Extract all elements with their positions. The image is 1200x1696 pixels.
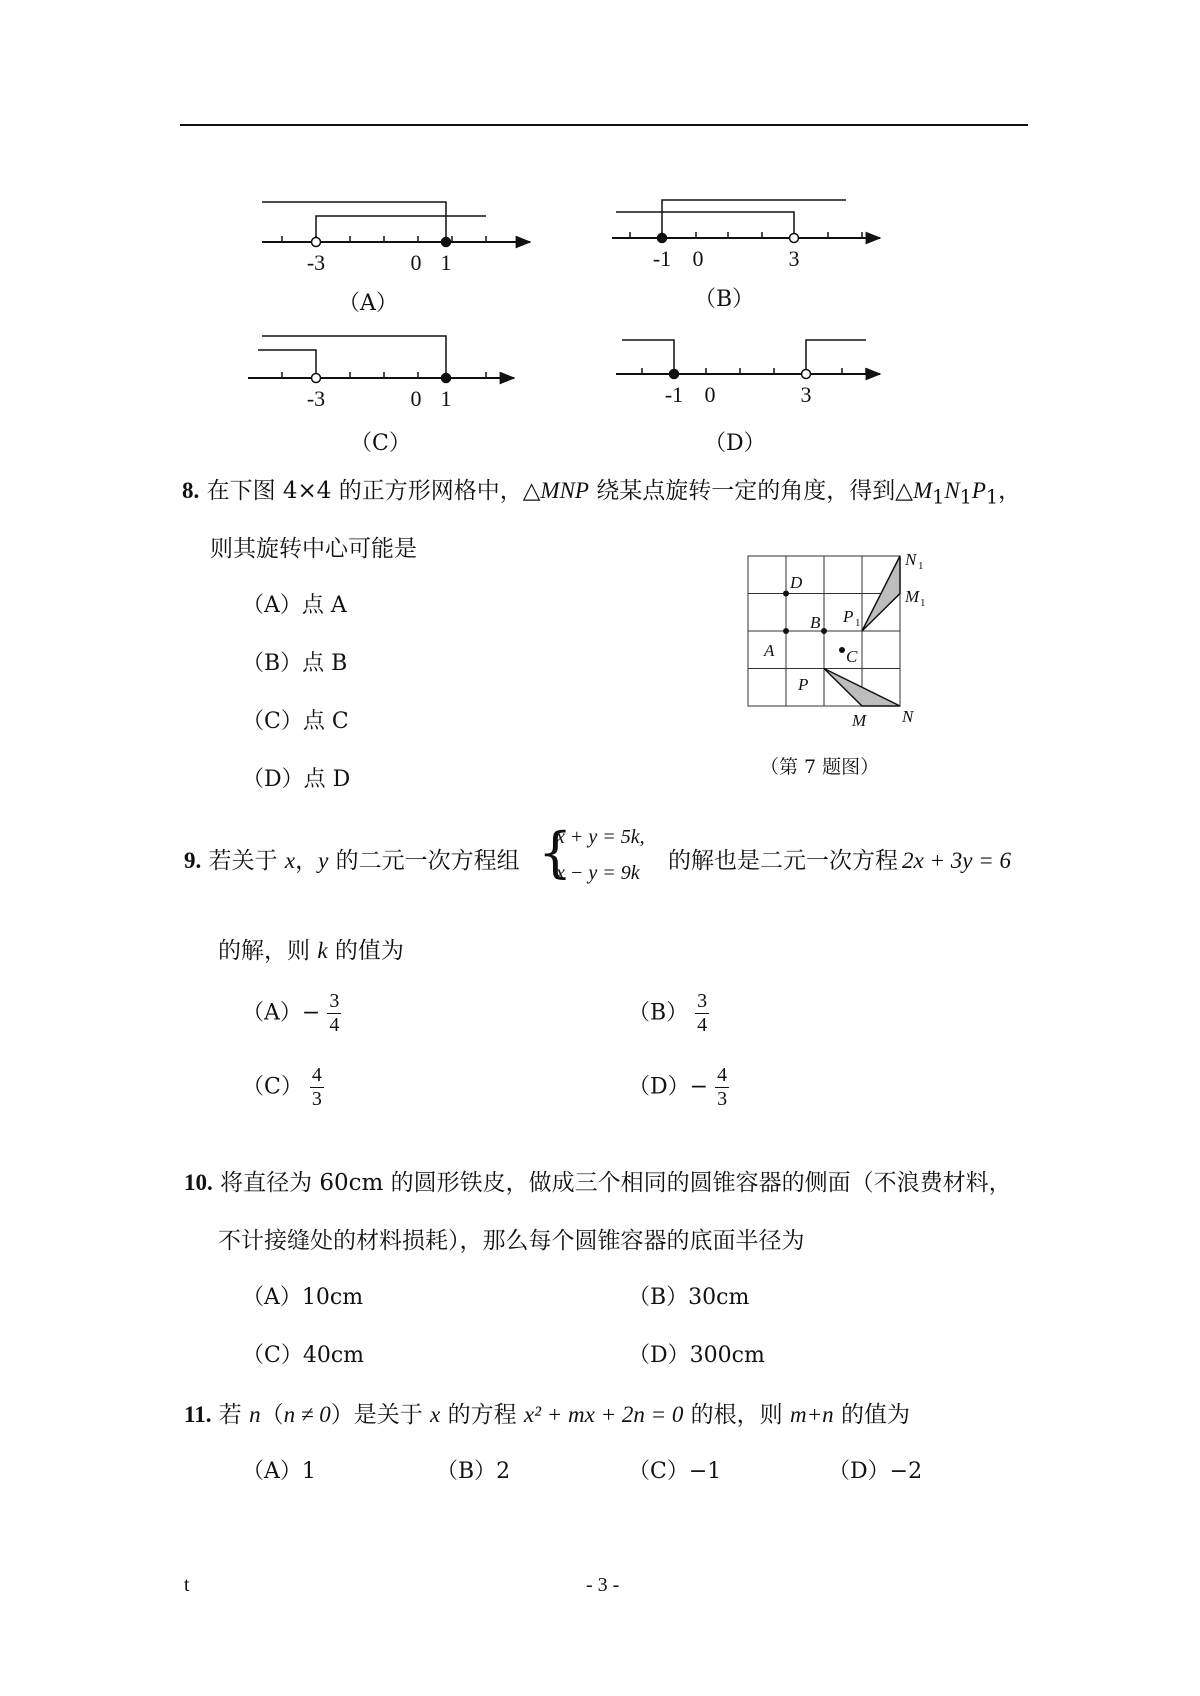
question-text: （ — [260, 1402, 284, 1428]
figure-b-closed-point — [658, 234, 667, 243]
question-text: 的根，则 — [683, 1402, 790, 1428]
question-9-option-c[interactable] — [242, 1064, 324, 1111]
option-label: （D） — [628, 1074, 690, 1100]
numerator: 4 — [311, 1064, 322, 1086]
label-n1: N — [905, 550, 917, 569]
question-text: 在下图 4×4 的正方形网格中，△ — [206, 478, 541, 504]
fraction — [715, 1064, 729, 1111]
question-10-option-d[interactable]: （D）300cm — [628, 1343, 765, 1368]
question-text: ， — [295, 848, 319, 874]
point-c — [839, 647, 845, 653]
var-y: y — [318, 848, 329, 873]
figure-b — [612, 200, 880, 243]
label-m: M — [852, 711, 867, 730]
question-text: 的值为 — [833, 1402, 910, 1428]
subscript: 1 — [959, 485, 972, 509]
question-11-option-d[interactable]: （D）−2 — [828, 1459, 923, 1484]
question-text: 将直径为 60cm 的圆形铁皮，做成三个相同的圆锥容器的侧面（不浪费材料， — [220, 1170, 1012, 1196]
figure-c-ray-left — [258, 350, 316, 378]
question-10-option-a[interactable]: （A）10cm — [242, 1285, 364, 1310]
option-label: （C） — [242, 1074, 303, 1100]
figure-d — [616, 340, 880, 379]
figure-a-tick-3: 1 — [440, 250, 452, 275]
page-number: - 3 - — [586, 1574, 620, 1596]
figure-c-tick-2: 0 — [410, 386, 422, 411]
figure-c-tick-3: 1 — [440, 386, 452, 411]
equation-brace: { — [538, 821, 573, 884]
fraction — [695, 990, 709, 1037]
question-10-line-2: 不计接缝处的材料损耗），那么每个圆锥容器的底面半径为 — [218, 1228, 805, 1254]
question-11-option-c[interactable]: （C）−1 — [628, 1459, 722, 1484]
numerator: 4 — [717, 1064, 728, 1086]
fraction — [310, 1064, 324, 1111]
figure-d-tick-3: 3 — [800, 382, 812, 407]
figure-a-ray-right — [316, 216, 486, 242]
var-x: x — [430, 1402, 441, 1427]
question-8-option-b[interactable]: （B）点 B — [242, 651, 348, 676]
label-m1-sub: 1 — [920, 597, 926, 609]
question-8-line-1 — [182, 472, 1021, 509]
question-number: 11. — [184, 1402, 212, 1427]
question-9-option-a[interactable] — [242, 990, 341, 1037]
equation-1: x + y = 5k, — [556, 826, 645, 848]
label-p1-sub: 1 — [855, 617, 861, 629]
question-text: 的二元一次方程组 — [328, 848, 520, 874]
label-a: A — [764, 641, 775, 660]
option-sign: − — [689, 1074, 709, 1100]
figure-d-open-point — [802, 370, 811, 379]
question-9-option-d[interactable] — [628, 1064, 729, 1111]
question-10-line-1 — [184, 1164, 1012, 1197]
question-text: 的解也是二元一次方程 — [668, 848, 898, 874]
figure-a-closed-point — [442, 238, 451, 247]
question-text: 的解，则 — [218, 938, 318, 964]
figure-d-tick-1: -1 — [664, 382, 684, 407]
figure-b-ray-right — [662, 200, 846, 238]
p1-label: P — [971, 478, 986, 503]
question-text: 绕某点旋转一定的角度，得到△ — [588, 478, 913, 504]
condition: n ≠ 0 — [283, 1402, 331, 1427]
q7-figures — [0, 0, 1200, 460]
point-b — [821, 628, 827, 634]
label-b: B — [810, 613, 821, 632]
figure-b-tick-2: 0 — [692, 246, 704, 271]
question-10-option-b[interactable]: （B）30cm — [628, 1285, 750, 1310]
denominator: 3 — [717, 1088, 728, 1110]
question-11-option-b[interactable]: （B）2 — [436, 1459, 511, 1484]
m1-label: M — [912, 478, 933, 503]
figure-c-tick-1: -3 — [306, 386, 326, 411]
figure-c-closed-point — [442, 374, 451, 383]
figure-c — [248, 336, 514, 383]
n1-label: N — [944, 478, 960, 503]
figure-d-caption: （D） — [704, 431, 766, 456]
question-9-option-b[interactable] — [628, 990, 709, 1037]
var-n: n — [249, 1402, 261, 1427]
equation-3: 2x + 3y = 6 — [902, 848, 1011, 873]
figure-d-tick-2: 0 — [704, 382, 716, 407]
question-8-option-c[interactable]: （C）点 C — [242, 709, 349, 734]
option-sign: − — [301, 1000, 321, 1026]
fraction — [327, 990, 341, 1037]
figure-b-caption: （B） — [694, 287, 755, 312]
numerator: 3 — [697, 990, 708, 1012]
label-c: C — [846, 647, 858, 666]
figure-b-ray-left — [616, 212, 794, 238]
subscript: 1 — [985, 485, 999, 509]
question-8-option-d[interactable]: （D）点 D — [242, 767, 351, 792]
denominator: 4 — [697, 1014, 708, 1036]
figure-c-ray-left-2 — [262, 336, 446, 378]
label-m1: M — [905, 587, 920, 606]
figure-b-tick-3: 3 — [788, 246, 800, 271]
question-number: 10. — [184, 1170, 213, 1195]
question-text: 若 — [218, 1402, 250, 1428]
figure-b-open-point — [790, 234, 799, 243]
label-n1-sub: 1 — [918, 560, 924, 572]
triangle-mnp-label: MNP — [540, 478, 589, 503]
question-11-line-1 — [184, 1396, 910, 1429]
label-d: D — [790, 573, 803, 592]
figure-a-caption: （A） — [338, 291, 398, 316]
figure-c-caption: （C） — [350, 431, 411, 456]
question-text: ， — [998, 478, 1022, 504]
question-9-line-1a — [184, 842, 520, 875]
rotation-grid-figure — [740, 548, 940, 738]
option-label: （A） — [242, 1000, 302, 1026]
figure-caption: （第 7 题图） — [760, 756, 880, 778]
question-9-line-2 — [218, 932, 404, 965]
option-label: （B） — [628, 1000, 689, 1026]
label-p1: P — [843, 607, 854, 626]
figure-a-tick-2: 0 — [410, 250, 422, 275]
point-d — [783, 591, 789, 597]
figure-d-ray-right — [806, 340, 866, 374]
var-k: k — [317, 938, 328, 963]
denominator: 3 — [311, 1088, 322, 1110]
question-8-line-2: 则其旋转中心可能是 — [210, 536, 417, 562]
question-text: ）是关于 — [330, 1402, 431, 1428]
figure-d-ray-left — [622, 340, 674, 374]
figure-a-open-point — [312, 238, 321, 247]
label-p: P — [798, 675, 809, 694]
var-x: x — [284, 848, 296, 873]
label-n: N — [902, 707, 914, 726]
denominator: 4 — [329, 1014, 340, 1036]
question-number: 8. — [182, 478, 200, 503]
figure-b-tick-1: -1 — [652, 246, 672, 271]
question-9-line-1b — [668, 842, 1011, 875]
question-10-option-c[interactable]: （C）40cm — [242, 1343, 365, 1368]
equation-2: x − y = 9k — [556, 862, 640, 884]
numerator: 3 — [329, 990, 340, 1012]
expression-mn: m+n — [790, 1402, 834, 1427]
footer-left: t — [184, 1574, 190, 1596]
question-11-option-a[interactable]: （A）1 — [242, 1459, 316, 1484]
point-a — [783, 628, 789, 634]
question-8-option-a[interactable]: （A）点 A — [242, 593, 347, 618]
subscript: 1 — [932, 485, 945, 509]
equation: x² + mx + 2n = 0 — [523, 1402, 684, 1427]
question-text: 的方程 — [440, 1402, 524, 1428]
figure-c-open-point — [312, 374, 321, 383]
question-number: 9. — [184, 848, 202, 873]
figure-d-closed-point — [670, 370, 679, 379]
figure-a-tick-1: -3 — [306, 250, 326, 275]
figure-a — [262, 202, 530, 247]
question-text: 的值为 — [327, 938, 404, 964]
question-text: 若关于 — [208, 848, 285, 874]
